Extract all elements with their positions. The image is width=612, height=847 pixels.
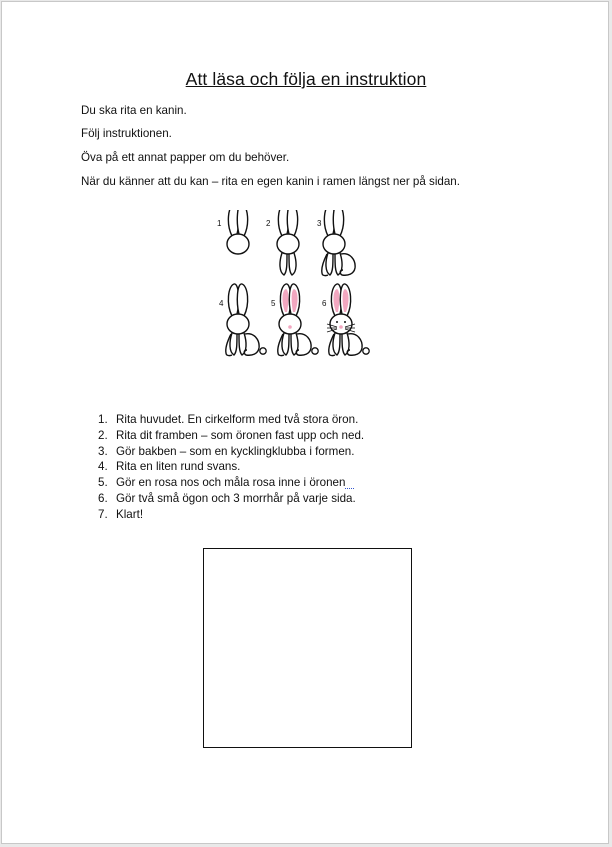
- instruction-step: [98, 475, 364, 491]
- instruction-step: [98, 491, 364, 507]
- bunny-step-3: [322, 210, 355, 276]
- intro-line-1: Du ska rita en kanin.: [81, 104, 187, 117]
- figure-number-3: 3: [317, 219, 322, 228]
- step-number: 7.: [98, 507, 108, 521]
- step-number: 6.: [98, 491, 108, 505]
- step-text: Klart!: [116, 507, 144, 521]
- instruction-step: [98, 412, 364, 428]
- step-text: Rita dit framben – som öronen fast upp och ned.: [116, 428, 365, 442]
- step-text: Rita huvudet. En cirkelform med två stora öron.: [116, 413, 359, 426]
- intro-line-3: Öva på ett annat papper om du behöver.: [81, 151, 290, 164]
- figure-number-2: 2: [266, 219, 271, 228]
- bunny-step-6: [327, 284, 369, 356]
- instruction-step: [98, 507, 364, 523]
- instruction-step: [98, 428, 364, 444]
- bunny-drawing-steps-figure: [210, 210, 390, 375]
- intro-line-4: När du känner att du kan – rita en egen kanin i ramen längst ner på sidan.: [81, 175, 460, 188]
- step-text: Gör en rosa nos och måla rosa inne i öronen: [116, 476, 346, 490]
- step-text: Gör bakben – som en kycklingklubba i formen.: [116, 444, 355, 458]
- step-number: 5.: [98, 476, 108, 490]
- spellcheck-mark: [345, 484, 354, 489]
- figure-number-1: 1: [217, 219, 222, 228]
- intro-line-2: Följ instruktionen.: [81, 127, 172, 140]
- drawing-frame: [203, 548, 412, 748]
- step-text: Gör två små ögon och 3 morrhår på varje sida.: [116, 491, 356, 505]
- bunny-step-1: [227, 210, 249, 254]
- instruction-list: [98, 412, 364, 523]
- step-number: 3.: [98, 444, 108, 458]
- step-number: 1.: [98, 413, 108, 426]
- bunny-step-5: [278, 284, 318, 356]
- figure-number-6: 6: [322, 299, 327, 308]
- bunny-step-2: [277, 210, 299, 275]
- page-title: Att läsa och följa en instruktion: [185, 69, 427, 89]
- instruction-step: [98, 444, 364, 460]
- instruction-step: [98, 459, 364, 475]
- figure-number-5: 5: [271, 299, 276, 308]
- step-text: Rita en liten rund svans.: [116, 460, 241, 474]
- bunny-step-4: [226, 284, 266, 356]
- step-number: 2.: [98, 428, 108, 442]
- figure-number-4: 4: [219, 299, 224, 308]
- step-number: 4.: [98, 460, 108, 474]
